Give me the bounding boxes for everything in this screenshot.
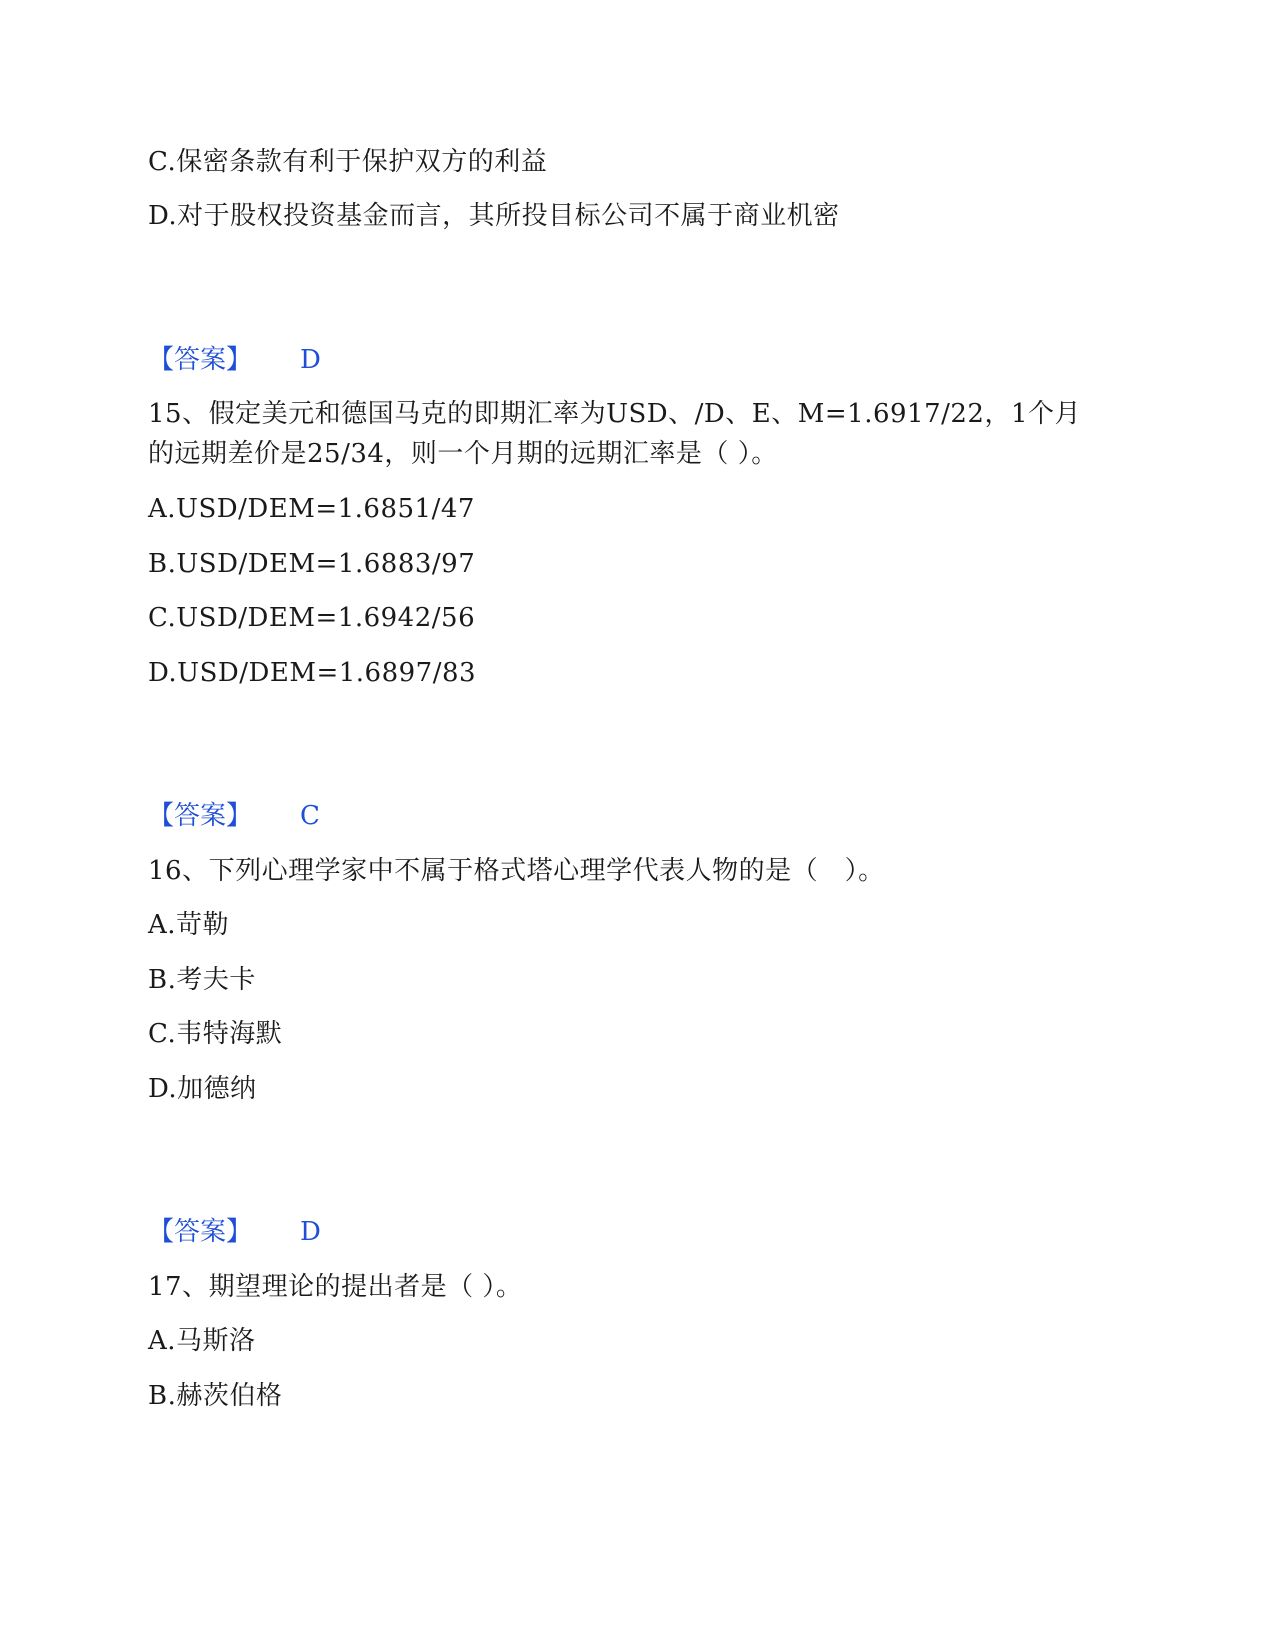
answer-label: 【答案】 [148, 801, 253, 831]
answer-label: 【答案】 [148, 345, 253, 375]
question-15-stem-line-1: 15、假定美元和德国马克的即期汇率为USD、/D、E、M=1.6917/22，1个月 [148, 399, 1082, 429]
answer-value: C [300, 801, 320, 831]
question-16-option-a: A.苛勒 [148, 910, 230, 940]
question-17-stem: 17、期望理论的提出者是（ ）。 [148, 1272, 523, 1302]
question-15-option-a: A.USD/DEM=1.6851/47 [148, 494, 475, 524]
question-16-option-b: B.考夫卡 [148, 965, 256, 995]
question-17-option-b: B.赫茨伯格 [148, 1381, 283, 1411]
option-c: C.保密条款有利于保护双方的利益 [148, 147, 548, 177]
question-16-option-d: D.加德纳 [148, 1074, 257, 1104]
question-16-answer-line [148, 1216, 321, 1248]
question-15-stem-line-2: 的远期差价是25/34，则一个月期的远期汇率是（ ）。 [148, 439, 778, 469]
question-16-option-c: C.韦特海默 [148, 1019, 283, 1049]
question-15-answer-line [148, 800, 320, 832]
question-15-option-b: B.USD/DEM=1.6883/97 [148, 549, 476, 579]
answer-line [148, 344, 321, 376]
option-d: D.对于股权投资基金而言，其所投目标公司不属于商业机密 [148, 201, 840, 231]
question-17-option-a: A.马斯洛 [148, 1326, 256, 1356]
question-15-option-c: C.USD/DEM=1.6942/56 [148, 603, 476, 633]
answer-value: D [300, 345, 321, 375]
answer-label: 【答案】 [148, 1217, 253, 1247]
answer-value: D [300, 1217, 321, 1247]
question-15-option-d: D.USD/DEM=1.6897/83 [148, 658, 477, 688]
question-16-stem: 16、下列心理学家中不属于格式塔心理学代表人物的是（ ）。 [148, 856, 885, 886]
